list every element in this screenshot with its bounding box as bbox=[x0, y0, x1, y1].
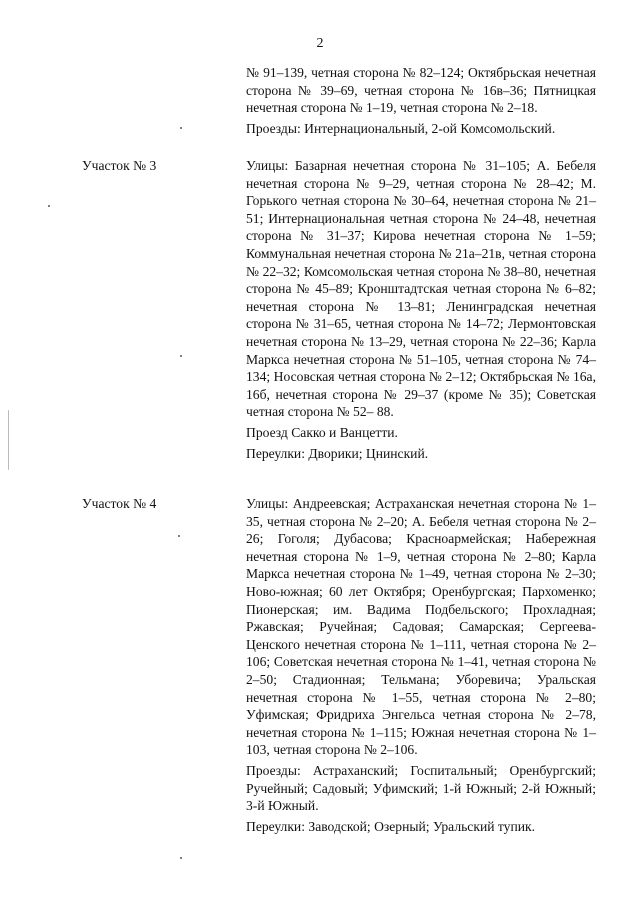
section-4-passages: Проезды: Астраханский; Госпитальный; Оренбургский; Ручейный; Садовый; Уфимский; 1-й Южный; 2-й Южный; 3-й Южный. bbox=[246, 762, 596, 814]
section-3-label: Участок № 3 bbox=[82, 158, 157, 173]
scan-speck bbox=[180, 355, 182, 357]
section-4-body bbox=[246, 495, 596, 835]
section-3-body bbox=[246, 157, 596, 462]
section-3-lanes: Переулки: Дворики; Цнинский. bbox=[246, 445, 429, 461]
section-4-streets: Улицы: Андреевская; Астраханская нечетная сторона № 1–35, четная сторона № 2–20; А. Бебеля четная сторона № 2–26; Гоголя; Дубасова; Красноармейская; Набережная нечетная сторона № 1–9, четная сторона № 2–80; Карла Маркса нечетная сторона № 1–49, четная сторона № 2–30; Ново-южная; 60 лет Октября; Оренбургская; Пархоменко; Пионерская; им. Вадима Подбельского; Прохладная; Ржавская; Ручейная; Садовая; Самарская; Сергеева-Ценского нечетная сторона № 1–111, четная сторона № 2–106; Советская нечетная сторона № 1–41, четная сторона № 2–50; Стадионная; Тельмана; Уборевича; Уральская нечетная сторона № 1–55, четная сторона № 2–80; Уфимская; Фридриха Энгельса четная сторона № 2–78, нечетная сторона № 1–115; Южная нечетная сторона № 1–103, четная сторона № 2–106. bbox=[246, 496, 596, 758]
section-4-label: Участок № 4 bbox=[82, 496, 157, 511]
scan-speck bbox=[48, 205, 50, 207]
continuation-streets: № 91–139, четная сторона № 82–124; Октябрьская нечетная сторона № 39–69, четная сторона № 16в–36; Пятницкая нечетная сторона № 1–19, четная сторона № 2–18. bbox=[246, 65, 596, 116]
page-number: 2 bbox=[316, 36, 324, 51]
scan-speck bbox=[178, 535, 180, 537]
section-3-passage: Проезд Сакко и Ванцетти. bbox=[246, 424, 398, 440]
continuation-block bbox=[246, 64, 596, 137]
scan-speck bbox=[180, 127, 182, 129]
section-4-lanes: Переулки: Заводской; Озерный; Уральский тупик. bbox=[246, 818, 535, 834]
section-3-streets: Улицы: Базарная нечетная сторона № 31–105; А. Бебеля нечетная сторона № 9–29, четная сторона № 28–42; М. Горького четная сторона № 30–64, нечетная сторона № 21–51; Интернациональная четная сторона № 24–48, нечетная сторона № 31–37; Кирова нечетная сторона № 1–59; Коммунальная нечетная сторона № 21а–21в, четная сторона № 22–32; Комсомольская четная сторона № 38–80, нечетная сторона № 45–89; Кронштадтская четная сторона № 6–82; нечетная сторона № 13–81; Ленинградская нечетная сторона № 31–65, четная сторона № 14–72; Лермонтовская нечетная сторона № 13–29, четная сторона № 22–36; Карла Маркса нечетная сторона № 51–105, четная сторона № 74–134; Носовская четная сторона № 2–12; Октябрьская № 16а, 16б, нечетная сторона № 29–37 (кроме № 35); Советская четная сторона № 52– 88. bbox=[246, 158, 596, 420]
scan-edge-mark bbox=[8, 410, 9, 470]
continuation-passages: Проезды: Интернациональный, 2-ой Комсомольский. bbox=[246, 120, 556, 136]
scan-speck bbox=[180, 857, 182, 859]
